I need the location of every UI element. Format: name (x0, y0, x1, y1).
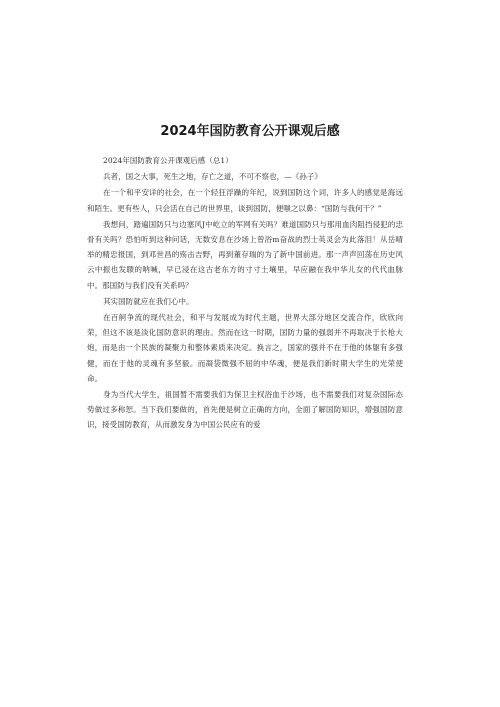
paragraph: 其实国防就应在我们心中。 (103, 296, 194, 306)
paragraph: 身为当代大学生，祖国暂不需要我们为保卫主权浴血于沙场，也不需要我们对复杂国际态势做过多称恕。当下我们要做的，首先便是树立正确的方向，全面了解国防知识，增强国防意识，接受国防教育，从而激发身为中国公民应有的爱 (87, 390, 403, 430)
paragraph-quote: 兵者，国之大事，死生之地，存亡之道，不可不察也，—《孙子》 (103, 172, 322, 182)
document-title: 2024年国防教育公开课观后感 (160, 124, 340, 139)
paragraph-heading: 2024年国防教育公开课观后感（总1） (103, 156, 233, 165)
paragraph: 我想问，踏遍国防只与边塞风J中屹立的军网有关吗？难道国防只与那用血肉阻挡侵犯的忠骨有关吗？恐怕听到这种问话，无数安息在沙场上曾浴m奋战的烈士英灵会为此落泪！从岳晴举的精忠报国，到邓世昌的殇击吉野，再到董存瑞的为了新中国前进。那一声声回荡在历史风云中振也发聩的呐喊，早已浸在这古老东方的寸寸土壤里，早应融在我中华儿女的代代血脉中。那国防与我们没有关系吗？ (87, 219, 403, 290)
paragraph: 在百舸争流的现代社会，和平与发展成为时代主题，世界大部分地区交流合作，欣欣向荣，但这不该是淡化国防意识的理由。然而在这一时期，国防力量的强弱并不再取决于长枪大炮，而是由一个民族的凝聚力和整体素质来决定。换言之，国家的强并不在于他的体躯有多强健，而在于他的灵魂有多坚毅。而凝袋微强不屈的中华魂，便是我们新时期大学生的光荣使命。 (87, 313, 403, 383)
document-body (87, 153, 403, 434)
paragraph: 在一个和平安详的社会，在一个轻狂浮躁的年纪，说到国防这个词，许多人的感觉是海远和陌生。更有些人，只会活在自己的世界里，谈到国防，便嗤之以鼻：“国防与我何干？” (87, 188, 403, 213)
